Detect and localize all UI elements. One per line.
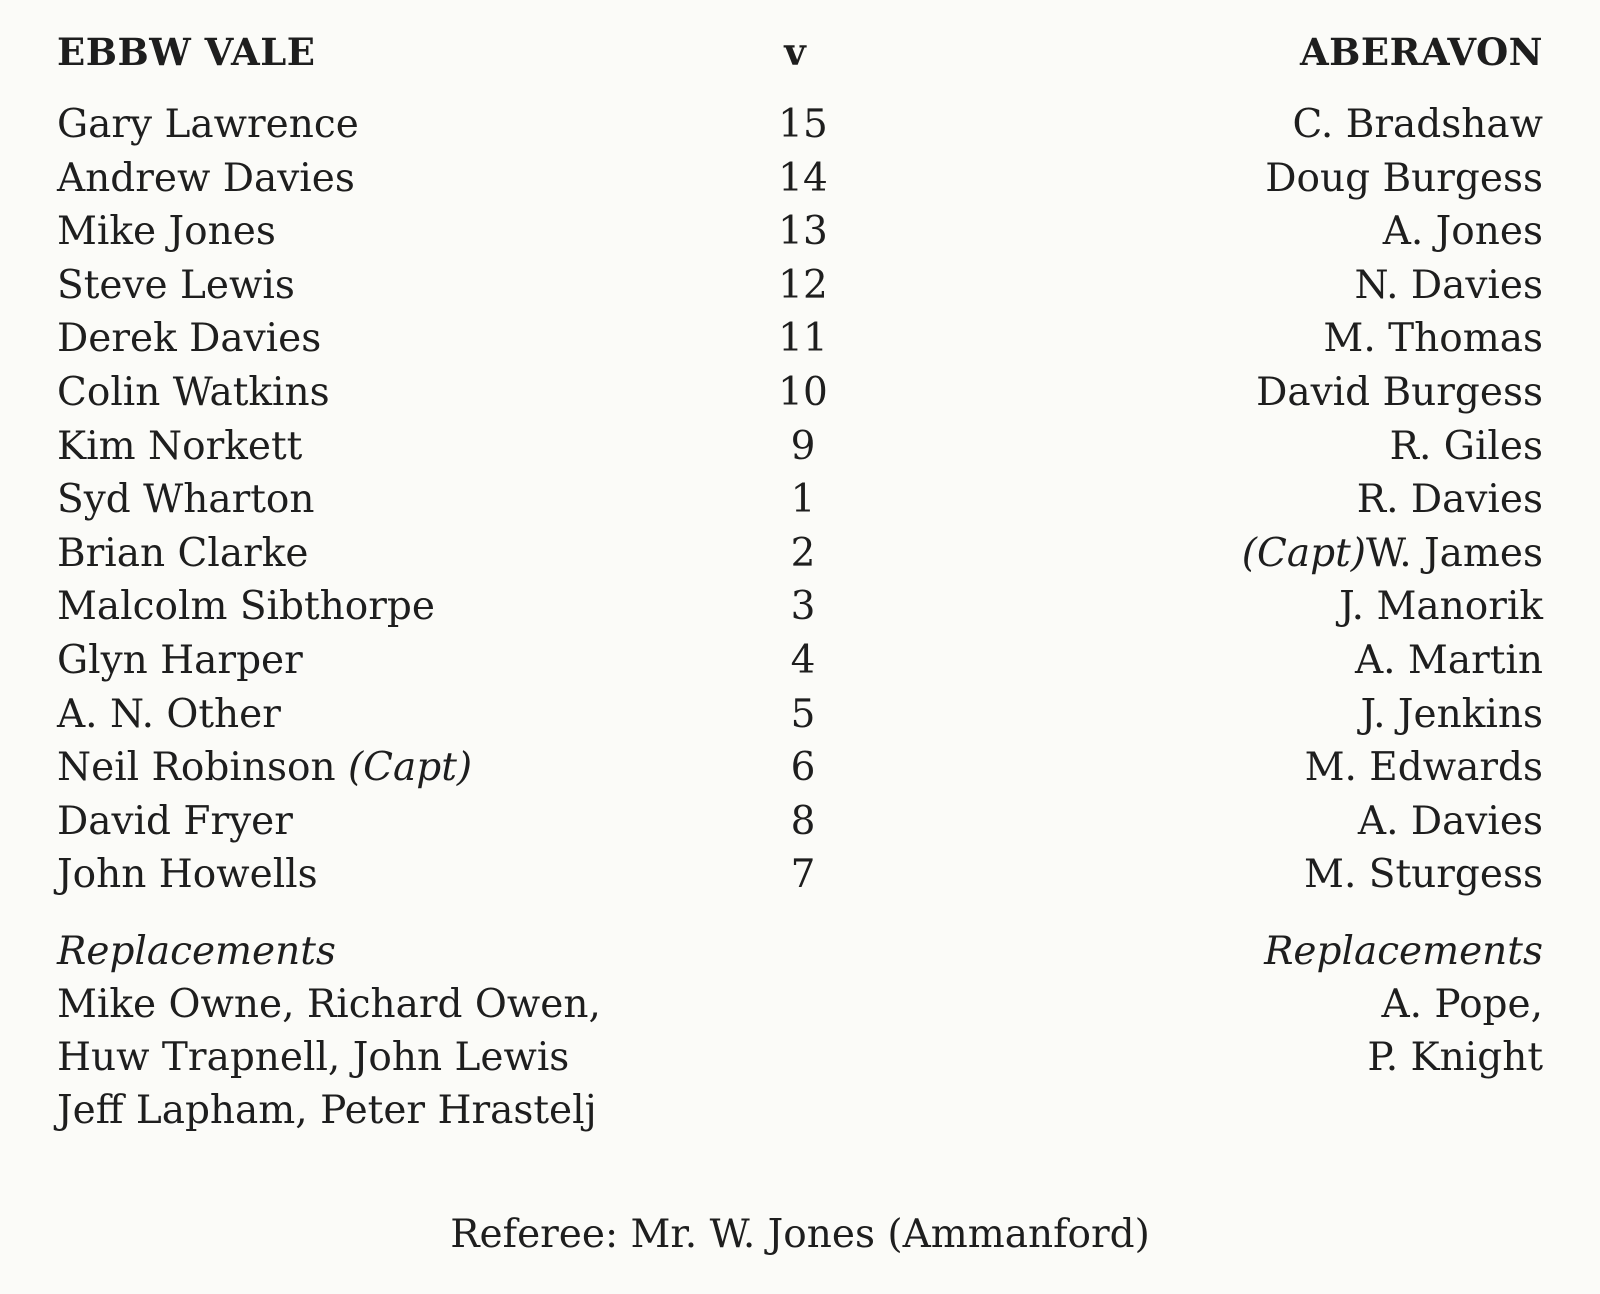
home-player [57,316,321,361]
home-replacements [57,925,601,1137]
home-player-name: Neil Robinson [57,745,336,791]
home-player [57,156,355,201]
away-team-name: ABERAVON [1299,30,1543,74]
shirt-number: 6 [790,745,816,791]
away-player [1242,531,1543,576]
away-player-name: J. Manorik [1339,584,1543,630]
home-player-name: Syd Wharton [57,477,315,523]
away-player [1357,477,1543,522]
away-player [1390,424,1543,469]
home-team-name: EBBW VALE [57,30,316,74]
home-replacements-heading: Replacements [57,929,336,974]
home-replacement-line: Jeff Lapham, Peter Hrastelj [57,1088,597,1133]
home-player-name: Gary Lawrence [57,102,359,147]
lineup-row [0,688,1600,742]
match-header [0,30,1600,80]
home-player [57,852,318,897]
home-player [57,531,308,576]
away-replacement-line: A. Pope, [1381,982,1543,1027]
away-player-name: A. Jones [1382,209,1543,255]
home-player-name: Malcolm Sibthorpe [57,584,435,630]
home-player-name: David Fryer [57,798,293,844]
away-player-name: M. Edwards [1304,745,1543,791]
away-player [1355,638,1543,683]
lineup-row [0,580,1600,634]
shirt-number: 11 [778,316,828,362]
away-player [1256,370,1543,415]
lineup-row [0,795,1600,849]
home-player [57,424,302,469]
home-player-name: A. N. Other [57,691,281,737]
away-player-name: W. James [1365,530,1543,576]
lineup-row [0,205,1600,259]
shirt-number: 12 [778,262,828,308]
home-player-name: Colin Watkins [57,369,330,415]
away-player [1305,745,1543,790]
away-replacements [1264,925,1543,1084]
shirt-number: 3 [790,584,816,630]
away-player [1292,102,1543,147]
away-player [1265,156,1543,201]
home-player-name: Brian Clarke [57,530,309,576]
shirt-number: 2 [790,530,816,576]
home-player [57,745,472,790]
lineup-table [0,98,1600,902]
home-player [57,799,293,844]
home-player-name: Glyn Harper [57,637,303,683]
home-player-name: Andrew Davies [57,155,355,201]
shirt-number: 9 [790,423,816,469]
lineup-row [0,741,1600,795]
away-player-name: R. Giles [1389,423,1543,469]
lineup-row [0,420,1600,474]
home-player [57,477,314,522]
shirt-number: 5 [790,691,816,737]
home-replacement-line: Huw Trapnell, John Lewis [57,1035,570,1080]
away-player [1358,799,1543,844]
lineup-row [0,634,1600,688]
home-replacement-line: Mike Owne, Richard Owen, [57,982,601,1027]
home-player-name: Mike Jones [57,209,276,255]
away-player-name: M. Thomas [1323,316,1543,362]
away-player [1383,209,1543,254]
shirt-number: 4 [790,637,816,683]
away-player [1323,316,1543,361]
away-player-name: J. Jenkins [1360,691,1543,737]
away-player-name: C. Bradshaw [1292,102,1543,147]
away-player [1304,852,1543,897]
home-player [57,102,359,147]
home-player-name: Steve Lewis [57,262,295,308]
away-player [1339,584,1543,629]
captain-marker: (Capt) [1241,530,1366,576]
shirt-number: 10 [778,369,828,415]
shirt-number: 1 [790,477,816,523]
home-player-name: John Howells [57,852,318,898]
shirt-number: 8 [790,798,816,844]
home-player [57,370,330,415]
referee-line: Referee: Mr. W. Jones (Ammanford) [450,1212,1150,1257]
lineup-row [0,152,1600,206]
lineup-row [0,848,1600,902]
away-player-name: Doug Burgess [1265,155,1543,201]
away-player-name: David Burgess [1256,369,1543,415]
home-player [57,638,303,683]
away-player [1354,263,1543,308]
home-player-name: Kim Norkett [57,423,303,469]
home-player-name: Derek Davies [57,316,322,362]
lineup-row [0,259,1600,313]
shirt-number: 15 [778,102,828,147]
home-player [57,209,276,254]
away-player-name: A. Davies [1357,798,1543,844]
lineup-row [0,366,1600,420]
away-replacements-heading: Replacements [1264,929,1543,974]
away-player-name: N. Davies [1354,262,1543,308]
away-player [1361,692,1543,737]
home-player [57,263,295,308]
away-player-name: R. Davies [1356,477,1543,523]
home-player [57,692,281,737]
shirt-number: 14 [778,155,828,201]
lineup-row [0,312,1600,366]
shirt-number: 13 [778,209,828,255]
away-player-name: M. Sturgess [1304,852,1543,898]
lineup-row [0,98,1600,152]
captain-marker: (Capt) [347,745,473,791]
shirt-number: 7 [790,852,816,898]
lineup-row [0,473,1600,527]
away-player-name: A. Martin [1354,637,1543,683]
away-replacement-line: P. Knight [1367,1035,1543,1080]
versus-label: v [784,30,806,74]
lineup-row [0,527,1600,581]
home-player [57,584,435,629]
